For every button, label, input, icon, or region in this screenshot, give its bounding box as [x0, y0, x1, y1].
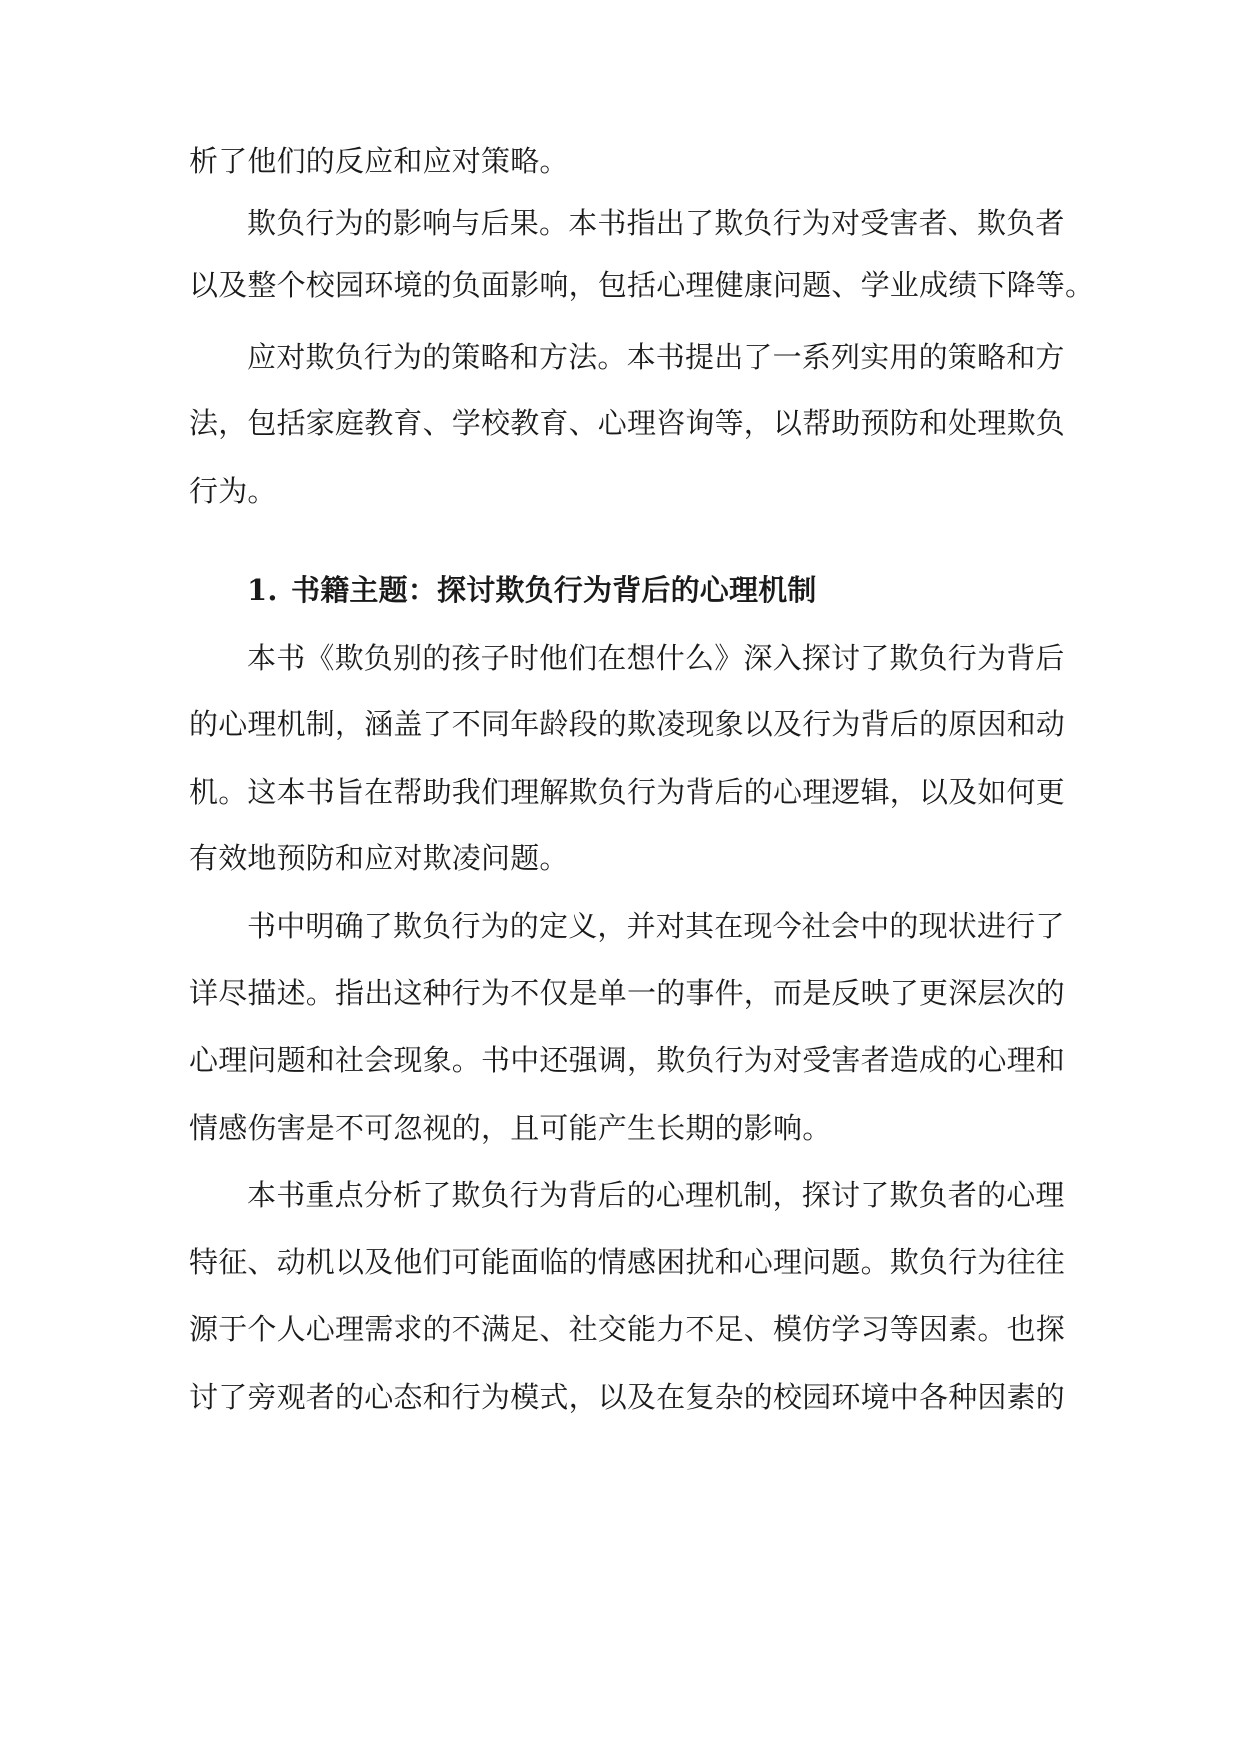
body-text-line: 特征、动机以及他们可能面临的情感困扰和心理问题。欺负行为往往	[189, 1245, 1066, 1279]
heading-text: 书籍主题：探讨欺负行为背后的心理机制	[291, 573, 817, 607]
section-heading	[189, 572, 1117, 608]
heading-number: 1.	[247, 573, 278, 607]
body-text-line: 本书《欺负别的孩子时他们在想什么》深入探讨了欺负行为背后	[247, 641, 1065, 675]
body-text-line: 有效地预防和应对欺凌问题。	[189, 841, 569, 875]
body-text-line: 以及整个校园环境的负面影响，包括心理健康问题、学业成绩下降等。	[189, 268, 1095, 302]
body-text-line: 源于个人心理需求的不满足、社交能力不足、模仿学习等因素。也探	[189, 1312, 1066, 1346]
body-text-line: 应对欺负行为的策略和方法。本书提出了一系列实用的策略和方	[247, 340, 1065, 374]
body-text-line: 欺负行为的影响与后果。本书指出了欺负行为对受害者、欺负者	[247, 206, 1065, 240]
body-text-line: 析了他们的反应和应对策略。	[189, 144, 569, 178]
body-text-line: 机。这本书旨在帮助我们理解欺负行为背后的心理逻辑，以及如何更	[189, 775, 1066, 809]
body-text-line: 的心理机制，涵盖了不同年龄段的欺凌现象以及行为背后的原因和动	[189, 707, 1066, 741]
body-text-line: 情感伤害是不可忽视的，且可能产生长期的影响。	[189, 1111, 832, 1145]
body-text-line: 心理问题和社会现象。书中还强调，欺负行为对受害者造成的心理和	[189, 1043, 1066, 1077]
body-text-line: 法，包括家庭教育、学校教育、心理咨询等，以帮助预防和处理欺负	[189, 406, 1066, 440]
body-text-line: 本书重点分析了欺负行为背后的心理机制，探讨了欺负者的心理	[247, 1178, 1065, 1212]
body-text-line: 行为。	[189, 474, 277, 508]
body-text-line: 讨了旁观者的心态和行为模式，以及在复杂的校园环境中各种因素的	[189, 1380, 1066, 1414]
body-text-line: 书中明确了欺负行为的定义，并对其在现今社会中的现状进行了	[247, 909, 1065, 943]
body-text-line: 详尽描述。指出这种行为不仅是单一的事件，而是反映了更深层次的	[189, 976, 1066, 1010]
